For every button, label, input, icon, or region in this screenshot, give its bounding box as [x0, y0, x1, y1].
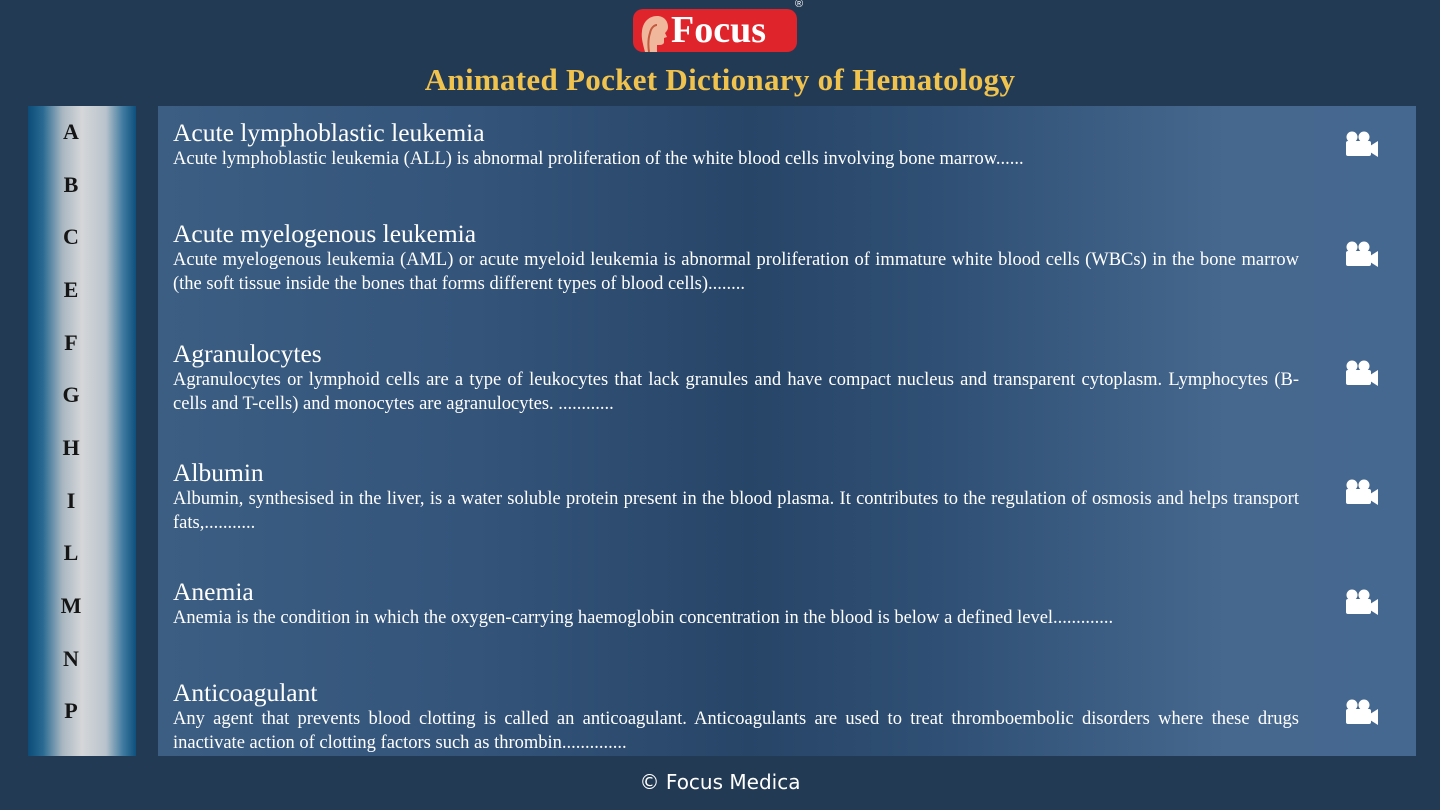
alphabet-letter-e[interactable]: E — [63, 277, 79, 302]
list-item[interactable] — [173, 578, 1299, 630]
alphabet-letter-a[interactable]: A — [63, 119, 79, 144]
video-camera-icon[interactable] — [1344, 358, 1380, 388]
list-item[interactable] — [173, 119, 1299, 171]
alphabet-letter-m[interactable]: M — [60, 593, 82, 618]
focus-logo — [633, 9, 797, 52]
app-title: Animated Pocket Dictionary of Hematology — [424, 62, 1016, 97]
video-camera-icon[interactable] — [1344, 697, 1380, 727]
video-camera-icon[interactable] — [1344, 239, 1380, 269]
brand-name: Focus — [671, 9, 766, 51]
entry-description: Albumin, synthesised in the liver, is a water soluble protein present in the blood plasma. It contributes to the regulation of osmosis and helps transport fats,........... — [173, 489, 1299, 533]
entry-description: Acute lymphoblastic leukemia (ALL) is abnormal proliferation of the white blood cells involving bone marrow...... — [173, 149, 1024, 169]
list-item[interactable] — [173, 679, 1299, 755]
registered-mark: ® — [795, 0, 804, 10]
video-camera-icon[interactable] — [1344, 477, 1380, 507]
alphabet-index — [28, 106, 136, 756]
entry-term[interactable]: Acute myelogenous leukemia — [173, 219, 477, 248]
entry-description: Agranulocytes or lymphoid cells are a type of leukocytes that lack granules and have compact nucleus and transparent cytoplasm. Lymphocytes (B-cells and T-cells) and monocytes are agranulocytes. ............ — [173, 370, 1299, 414]
entry-term[interactable]: Anemia — [173, 577, 254, 606]
video-camera-icon[interactable] — [1344, 129, 1380, 159]
list-item[interactable] — [173, 340, 1299, 416]
entry-description: Any agent that prevents blood clotting is called an anticoagulant. Anticoagulants are used to treat thromboembolic disorders where these drugs inactivate action of clotting factors such as thrombin.............. — [173, 709, 1299, 753]
dictionary-list — [158, 106, 1416, 756]
entry-term[interactable]: Anticoagulant — [173, 678, 318, 707]
alphabet-letter-f[interactable]: F — [64, 330, 78, 355]
entry-term[interactable]: Albumin — [173, 458, 264, 487]
alphabet-letter-h[interactable]: H — [62, 435, 80, 460]
head-profile-icon — [639, 14, 669, 52]
alphabet-letter-c[interactable]: C — [63, 224, 79, 249]
alphabet-letter-l[interactable]: L — [63, 540, 79, 565]
alphabet-letter-i[interactable]: I — [66, 488, 76, 513]
video-camera-icon[interactable] — [1344, 587, 1380, 617]
alphabet-letter-p[interactable]: P — [64, 698, 78, 723]
alphabet-letter-g[interactable]: G — [62, 382, 80, 407]
list-item[interactable] — [173, 220, 1299, 296]
copyright-footer: © Focus Medica — [639, 770, 801, 794]
list-item[interactable] — [173, 459, 1299, 535]
entry-term[interactable]: Agranulocytes — [173, 339, 322, 368]
alphabet-letter-b[interactable]: B — [63, 172, 79, 197]
alphabet-letter-n[interactable]: N — [63, 646, 79, 671]
entry-description: Acute myelogenous leukemia (AML) or acute myeloid leukemia is abnormal proliferation of immature white blood cells (WBCs) in the bone marrow (the soft tissue inside the bones that forms different types of blood cells)........ — [173, 250, 1299, 294]
entry-description: Anemia is the condition in which the oxygen-carrying haemoglobin concentration in the blood is below a defined level............. — [173, 608, 1114, 628]
entry-term[interactable]: Acute lymphoblastic leukemia — [173, 118, 485, 147]
